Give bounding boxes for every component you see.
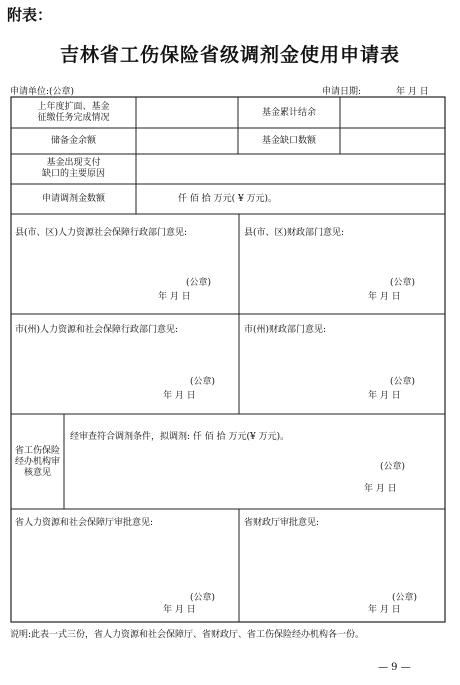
- apply-amount-label: 申请调剂金数额: [41, 194, 105, 204]
- province-finance-seal: (公章): [392, 593, 418, 603]
- city-finance-seal: (公章): [390, 377, 416, 387]
- county-finance-opinion-label: 县(市、区)财政部门意见:: [244, 228, 345, 238]
- apply-amount-value: 仟 佰 拾 万元( ¥ 万元)。: [178, 194, 278, 204]
- county-finance-seal: (公章): [390, 278, 416, 288]
- application-date-fields: 年 月 日: [396, 87, 429, 97]
- province-finance-date: 年 月 日: [368, 605, 401, 615]
- fund-gap-amount-label: 基金缺口数额: [261, 136, 316, 146]
- agency-review-text: 经审查符合调剂条件，拟调剂: 仟 佰 拾 万元(¥ 万元)。: [70, 432, 290, 442]
- footnote: 说明:此表一式三份，省人力资源和社会保障厅、省财政厅、省工伤保险经办机构各一份。: [10, 630, 365, 640]
- province-hr-date: 年 月 日: [163, 605, 196, 615]
- city-hr-date: 年 月 日: [163, 391, 196, 401]
- county-hr-opinion-label: 县(市、区)人力资源社会保障行政部门意见:: [15, 228, 188, 238]
- county-finance-date: 年 月 日: [368, 292, 401, 302]
- applicant-unit-label: 申请单位:(公章): [10, 87, 75, 97]
- county-hr-seal: (公章): [186, 278, 212, 288]
- application-date-label: 申请日期:: [322, 87, 362, 97]
- county-hr-date: 年 月 日: [158, 292, 191, 302]
- agency-seal: (公章): [380, 462, 406, 472]
- appendix-label: 附表：: [7, 6, 53, 24]
- page-number: — 9 —: [378, 662, 411, 673]
- form-title: 吉林省工伤保险省级调剂金使用申请表: [59, 44, 400, 66]
- reserve-balance-label: 储备金余额: [50, 136, 96, 146]
- city-hr-opinion-label: 市(州)人力资源和社会保障行政部门意见:: [15, 325, 179, 335]
- city-finance-date: 年 月 日: [368, 391, 401, 401]
- province-hr-approval-label: 省人力资源和社会保障厅审批意见:: [15, 518, 154, 528]
- province-finance-approval-label: 省财政厅审批意见:: [244, 518, 320, 528]
- prev-year-task-label: 上年度扩面、基金 征缴任务完成情况: [37, 102, 110, 123]
- agency-review-label: 省工伤保险 经办机构审 核意见: [14, 446, 60, 478]
- agency-date: 年 月 日: [364, 484, 397, 494]
- city-hr-seal: (公章): [190, 377, 216, 387]
- province-hr-seal: (公章): [190, 593, 216, 603]
- city-finance-opinion-label: 市(州)财政部门意见:: [244, 325, 327, 335]
- fund-accumulated-balance-label: 基金累计结余: [261, 108, 316, 118]
- gap-reason-label: 基金出现支付 缺口的主要原因: [41, 158, 105, 179]
